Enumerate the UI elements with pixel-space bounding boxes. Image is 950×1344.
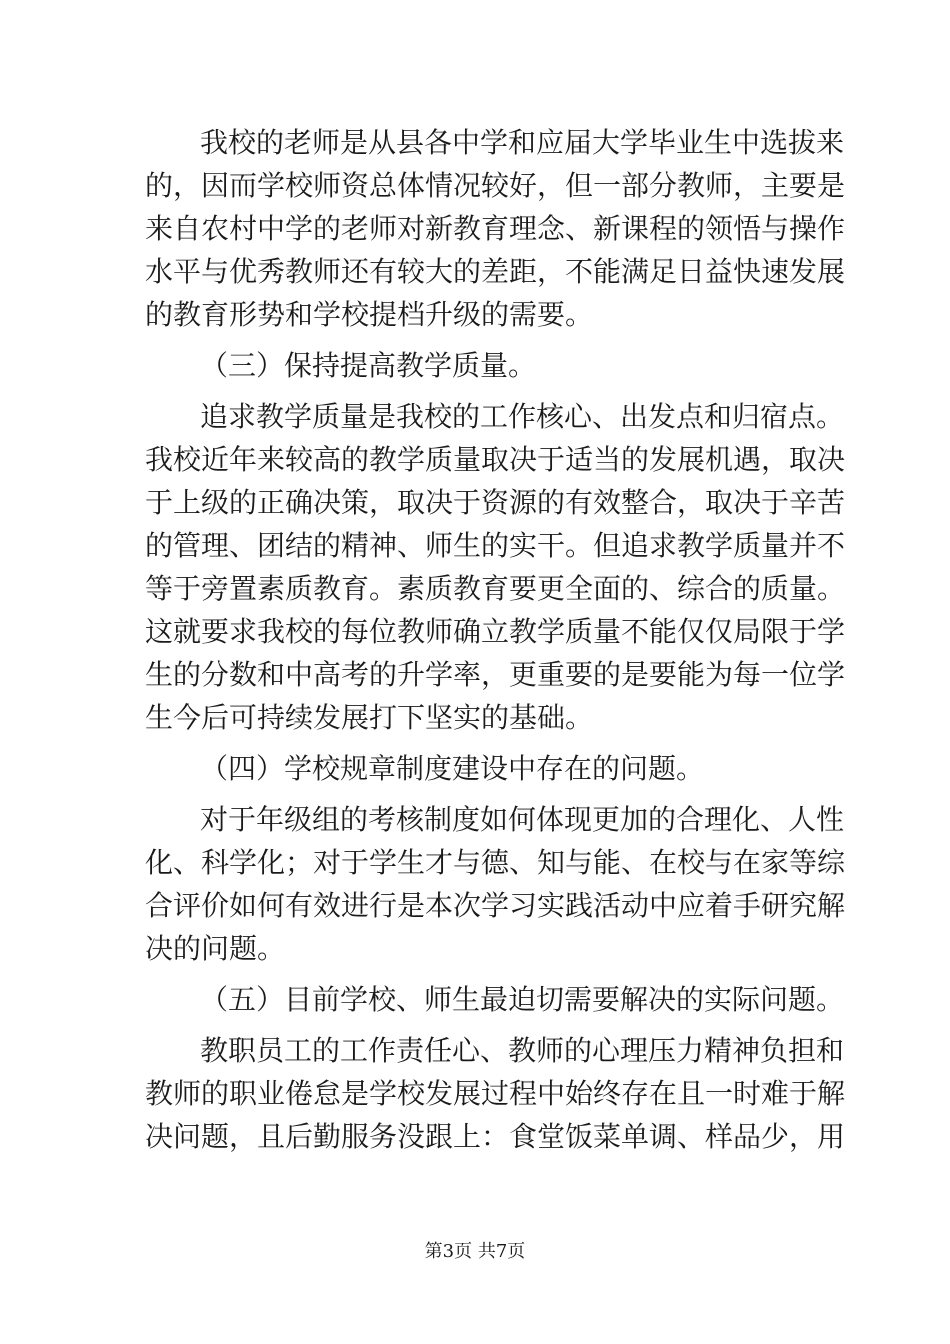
paragraph-1-line-1: 我校的老师是从县各中学和应届大学毕业生中选拔来 <box>200 126 845 159</box>
paragraph-3-line-1: 对于年级组的考核制度如何体现更加的合理化、人性 <box>200 803 845 836</box>
paragraph-4-line-3: 决问题，且后勤服务没跟上：食堂饭菜单调、样品少，用 <box>145 1120 846 1153</box>
paragraph-1-line-4: 水平与优秀教师还有较大的差距，不能满足日益快速发展 <box>145 255 846 288</box>
paragraph-2-line-6: 这就要求我校的每位教师确立教学质量不能仅仅局限于学 <box>145 615 846 648</box>
paragraph-4-line-1: 教职员工的工作责任心、教师的心理压力精神负担和 <box>200 1034 845 1067</box>
paragraph-2-line-2: 我校近年来较高的教学质量取决于适当的发展机遇，取决 <box>145 443 846 476</box>
section-heading-5: （五）目前学校、师生最迫切需要解决的实际问题。 <box>200 983 845 1016</box>
paragraph-4-line-2: 教师的职业倦怠是学校发展过程中始终存在且一时难于解 <box>145 1077 846 1110</box>
paragraph-3-line-4: 决的问题。 <box>145 932 286 965</box>
section-heading-3: （三）保持提高教学质量。 <box>200 349 537 382</box>
paragraph-2-line-8: 生今后可持续发展打下坚实的基础。 <box>145 701 594 734</box>
paragraph-1-line-2: 的，因而学校师资总体情况较好，但一部分教师，主要是 <box>145 169 846 202</box>
paragraph-2-line-4: 的管理、团结的精神、师生的实干。但追求教学质量并不 <box>145 529 846 562</box>
page-number-footer: 第3页 共7页 <box>424 1241 526 1262</box>
paragraph-2-line-3: 于上级的正确决策，取决于资源的有效整合，取决于辛苦 <box>145 486 846 519</box>
paragraph-2-line-1: 追求教学质量是我校的工作核心、出发点和归宿点。 <box>200 400 845 433</box>
paragraph-1-line-5: 的教育形势和学校提档升级的需要。 <box>145 298 594 331</box>
paragraph-2-line-7: 生的分数和中高考的升学率，更重要的是要能为每一位学 <box>145 658 846 691</box>
paragraph-1-line-3: 来自农村中学的老师对新教育理念、新课程的领悟与操作 <box>145 212 846 245</box>
paragraph-2-line-5: 等于旁置素质教育。素质教育要更全面的、综合的质量。 <box>145 572 846 605</box>
paragraph-3-line-2: 化、科学化；对于学生才与德、知与能、在校与在家等综 <box>145 846 846 879</box>
section-heading-4: （四）学校规章制度建设中存在的问题。 <box>200 752 705 785</box>
paragraph-3-line-3: 合评价如何有效进行是本次学习实践活动中应着手研究解 <box>145 889 846 922</box>
